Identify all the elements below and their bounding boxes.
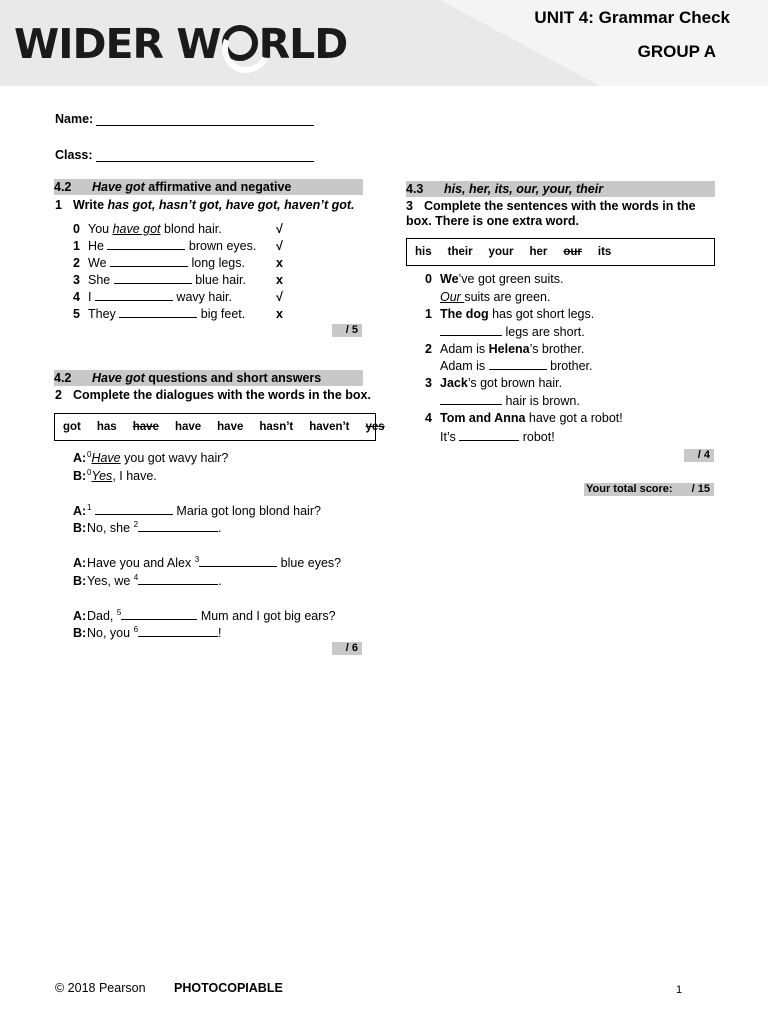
s1-mark-5: x — [276, 307, 283, 321]
speaker-a: A: — [73, 451, 87, 465]
answer-blank[interactable] — [110, 256, 188, 267]
item-text: Adam is — [440, 342, 489, 356]
item-number: 0 — [425, 272, 432, 286]
logo-text-left: WIDER W — [14, 20, 221, 68]
section2-instruction — [55, 388, 371, 403]
item-sup: 4 — [133, 573, 139, 582]
section3-word-box — [406, 238, 715, 266]
dialogue-3-b — [73, 622, 222, 641]
section1-instruction — [55, 198, 355, 213]
dialogue-text: . — [218, 574, 222, 588]
instr2-text: Complete the dialogues with the words in the box. — [73, 388, 371, 402]
item-sup: 5 — [116, 608, 122, 617]
dialogue-text: Mum and I got big ears? — [197, 609, 336, 623]
s1-item-5 — [73, 307, 245, 322]
word-box-item-used: our — [563, 246, 582, 258]
dialogue-text: you got wavy hair? — [120, 451, 229, 465]
bold-word: We — [440, 272, 459, 286]
section2-number: 4.2 — [54, 371, 72, 385]
example-answer: Our — [440, 290, 465, 304]
item-post: blond hair. — [160, 222, 222, 236]
item-sup: 0 — [87, 468, 92, 477]
class-label: Class: — [55, 148, 93, 162]
section1-title-italic: Have got — [92, 180, 145, 194]
s1-item-0 — [73, 222, 222, 237]
s3-item-4 — [425, 411, 623, 426]
footer-photocopiable: PHOTOCOPIABLE — [174, 981, 283, 995]
item-text: brother. — [546, 359, 593, 373]
word-box-item-used: yes — [365, 421, 385, 433]
section3-score: / 4 — [684, 449, 714, 462]
name-label: Name: — [55, 112, 94, 126]
answer-blank[interactable] — [107, 239, 185, 250]
item-post: blue hair. — [191, 273, 246, 287]
s3-item-4-b — [440, 430, 555, 445]
s3-item-3 — [425, 376, 562, 391]
item-sup: 6 — [133, 625, 139, 634]
item-post: big feet. — [197, 307, 246, 321]
item-sup: 0 — [87, 450, 92, 459]
item-number: 4 — [425, 411, 432, 425]
instr1-number: 1 — [55, 198, 62, 212]
item-pre: I — [88, 290, 95, 304]
s1-mark-1: √ — [276, 239, 283, 253]
group-title: GROUP A — [637, 42, 716, 61]
answer-blank[interactable] — [121, 609, 197, 620]
s1-item-4 — [73, 290, 232, 305]
item-post: long legs. — [188, 256, 245, 270]
item-text: legs are short. — [502, 325, 585, 339]
s3-item-0 — [425, 272, 563, 287]
dialogue-text: No, she — [87, 521, 134, 535]
answer-blank[interactable] — [459, 430, 519, 441]
answer-blank[interactable] — [138, 574, 218, 585]
word-box-item: have — [174, 421, 202, 433]
bold-word: Tom and Anna — [440, 411, 526, 425]
item-pre: We — [88, 256, 110, 270]
section2-title-italic: Have got — [92, 371, 145, 385]
word-box-item: has — [96, 421, 117, 433]
word-box-item-used: have — [132, 421, 159, 433]
s3-item-0-b — [440, 290, 550, 305]
item-number: 3 — [425, 376, 432, 390]
example-answer: Have — [91, 451, 121, 465]
speaker-b: B: — [73, 574, 87, 588]
item-text: have got a robot! — [525, 411, 623, 425]
section2-header — [54, 370, 363, 386]
s1-mark-4: √ — [276, 290, 283, 304]
s3-item-3-b — [440, 394, 580, 409]
item-text: ’s brother. — [529, 342, 585, 356]
section2-title-rest: questions and short answers — [144, 371, 322, 385]
footer-copyright: © 2018 Pearson — [55, 981, 146, 995]
dialogue-text: Dad, — [87, 609, 117, 623]
answer-blank[interactable] — [440, 325, 502, 336]
example-answer: have got — [112, 222, 161, 236]
section3-number: 4.3 — [406, 182, 424, 196]
word-box-item: his — [415, 246, 432, 258]
item-number: 2 — [73, 256, 80, 270]
section3-header — [406, 181, 715, 197]
word-box-item: haven’t — [309, 421, 350, 433]
bold-word: Helena — [488, 342, 530, 356]
item-pre: You — [88, 222, 113, 236]
section2-word-box — [54, 413, 385, 441]
s3-item-2 — [425, 342, 584, 357]
section3-title-italic: his, her, its, our, your, their — [444, 182, 604, 196]
speaker-a: A: — [73, 609, 87, 623]
class-field[interactable] — [55, 148, 314, 162]
item-number: 1 — [73, 239, 80, 253]
item-pre: She — [88, 273, 114, 287]
item-pre: They — [88, 307, 120, 321]
instr3-text: Complete the sentences with the words in the box. There is one extra word. — [406, 199, 696, 228]
item-text: ’ve got green suits. — [458, 272, 564, 286]
item-text: has got short legs. — [488, 307, 595, 321]
instr3-number: 3 — [406, 199, 413, 213]
instr1-text: Write — [73, 198, 108, 212]
item-text: It’s — [440, 430, 460, 444]
item-text: Adam is — [440, 359, 489, 373]
bold-word: Jack — [440, 376, 468, 390]
bold-word: The dog — [440, 307, 489, 321]
dialogue-2-b — [73, 570, 222, 589]
section1-number: 4.2 — [54, 180, 72, 194]
name-field[interactable] — [55, 112, 314, 126]
item-text: ’s got brown hair. — [467, 376, 563, 390]
speaker-a: A: — [73, 556, 87, 570]
word-box-item: their — [447, 246, 473, 258]
class-line[interactable] — [96, 148, 314, 162]
item-number: 3 — [73, 273, 80, 287]
answer-blank[interactable] — [138, 626, 218, 637]
instr2-number: 2 — [55, 388, 62, 402]
instr1-italic: has got, hasn’t got, have got, haven’t got. — [107, 198, 355, 212]
item-sup: 1 — [87, 503, 92, 512]
item-number: 4 — [73, 290, 80, 304]
item-number: 1 — [425, 307, 432, 321]
word-box-item: her — [529, 246, 548, 258]
word-box-item: your — [488, 246, 514, 258]
speaker-b: B: — [73, 521, 87, 535]
speaker-b: B: — [73, 469, 87, 483]
dialogue-0-b — [73, 465, 157, 484]
dialogue-text: blue eyes? — [277, 556, 342, 570]
answer-blank[interactable] — [114, 273, 192, 284]
unit-title: UNIT 4: Grammar Check — [534, 8, 730, 27]
wider-world-logo — [14, 20, 348, 68]
section1-title-rest: affirmative and negative — [144, 180, 292, 194]
s1-item-3 — [73, 273, 246, 288]
s1-mark-3: x — [276, 273, 283, 287]
answer-blank[interactable] — [95, 290, 173, 301]
s3-item-2-b — [440, 359, 593, 374]
answer-blank[interactable] — [440, 394, 502, 405]
word-box-item: have — [217, 421, 244, 433]
dialogue-text: Yes, we — [87, 574, 134, 588]
s1-mark-2: x — [276, 256, 283, 270]
s1-item-1 — [73, 239, 256, 254]
total-score — [584, 483, 714, 496]
dialogue-0-a — [73, 447, 228, 466]
dialogue-text: Have you and Alex — [87, 556, 195, 570]
section1-score: / 5 — [332, 324, 362, 337]
s3-item-1-b — [440, 325, 585, 340]
section3-instruction — [406, 199, 716, 229]
item-text: suits are green. — [464, 290, 551, 304]
dialogue-text: No, you — [87, 626, 134, 640]
example-answer: Yes — [91, 469, 113, 483]
item-pre: He — [88, 239, 108, 253]
answer-blank[interactable] — [199, 556, 277, 567]
dialogue-1-b — [73, 517, 222, 536]
section1-header — [54, 179, 363, 195]
answer-blank[interactable] — [138, 521, 218, 532]
item-text: hair is brown. — [502, 394, 580, 408]
dialogue-2-a — [73, 552, 341, 571]
speaker-a: A: — [73, 504, 87, 518]
dialogue-text: , I have. — [112, 469, 157, 483]
logo-o-icon — [222, 25, 258, 61]
name-line[interactable] — [96, 112, 314, 126]
answer-blank[interactable] — [119, 307, 197, 318]
word-box-item: hasn’t — [259, 421, 294, 433]
item-post: brown eyes. — [185, 239, 257, 253]
s3-item-1 — [425, 307, 594, 322]
s1-item-2 — [73, 256, 245, 271]
item-sup: 2 — [133, 520, 139, 529]
item-number: 5 — [73, 307, 80, 321]
item-number: 2 — [425, 342, 432, 356]
item-sup: 3 — [194, 555, 200, 564]
item-post: wavy hair. — [172, 290, 233, 304]
word-box-item: its — [597, 246, 612, 258]
s1-mark-0: √ — [276, 222, 283, 236]
answer-blank[interactable] — [489, 359, 547, 370]
logo-text-right: RLD — [258, 20, 348, 68]
total-score-value: / 15 — [691, 483, 710, 495]
total-score-label: Your total score: — [586, 483, 673, 495]
speaker-b: B: — [73, 626, 87, 640]
item-text: robot! — [519, 430, 555, 444]
word-box-item: got — [63, 421, 81, 433]
dialogue-text: Maria got long blond hair? — [172, 504, 321, 518]
answer-blank[interactable] — [95, 504, 173, 515]
section2-score: / 6 — [332, 642, 362, 655]
dialogue-text: ! — [218, 626, 222, 640]
item-number: 0 — [73, 222, 80, 236]
dialogue-text: . — [218, 521, 222, 535]
page-number: 1 — [676, 984, 683, 996]
